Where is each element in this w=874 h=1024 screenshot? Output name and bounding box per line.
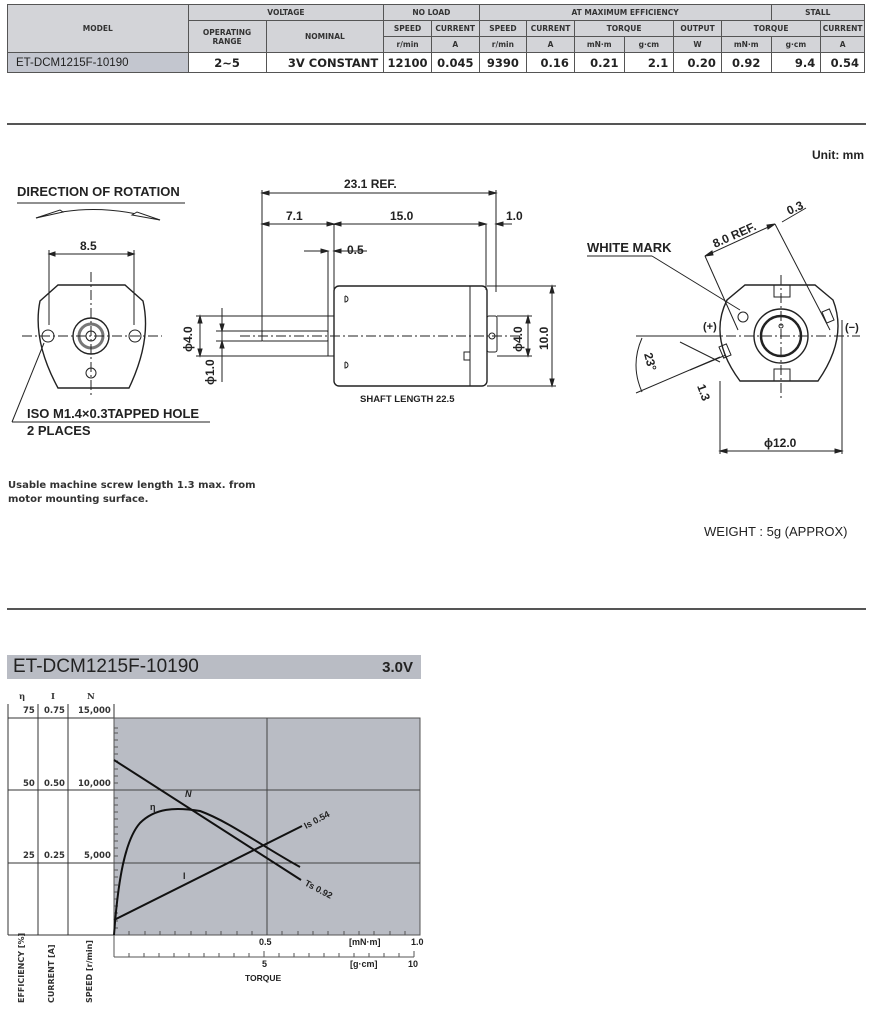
unit-label: Unit: mm [812, 148, 864, 162]
svg-text:ϕ1.0: ϕ1.0 [203, 359, 217, 385]
tick: 50 [23, 779, 35, 789]
cell: 0.54 [821, 53, 865, 73]
cell: 9.4 [771, 53, 821, 73]
divider [7, 608, 866, 610]
eff-symbol: η [19, 692, 26, 702]
tick: 75 [23, 706, 35, 716]
unit: A [431, 37, 479, 53]
tick: 15,000 [78, 706, 111, 716]
speed-symbol: N [87, 692, 95, 702]
cell: 2.1 [624, 53, 674, 73]
svg-text:(+): (+) [703, 321, 717, 333]
cell: 0.92 [721, 53, 771, 73]
cell: 0.16 [527, 53, 575, 73]
svg-text:0.3: 0.3 [784, 198, 806, 218]
col-nl-current: CURRENT [431, 21, 479, 37]
screw-note-line: Usable machine screw length 1.3 max. from [8, 480, 256, 491]
col-stall: STALL [771, 5, 864, 21]
svg-text:[g·cm]: [g·cm] [350, 959, 378, 969]
svg-text:[mN·m]: [mN·m] [349, 937, 381, 947]
col-operating-range: OPERATING RANGE [188, 21, 266, 53]
svg-text:N: N [185, 789, 192, 799]
unit: r/min [384, 37, 432, 53]
unit: mN·m [574, 37, 624, 53]
svg-text:(−): (−) [845, 322, 859, 334]
svg-text:15.0: 15.0 [390, 209, 414, 223]
unit: g·cm [624, 37, 674, 53]
unit: g·cm [771, 37, 821, 53]
svg-text:23°: 23° [641, 351, 660, 373]
svg-text:10: 10 [408, 959, 419, 969]
chart-model: ET-DCM1215F-10190 [13, 656, 199, 677]
screw-note [8, 479, 256, 507]
cell: 2~5 [188, 53, 266, 73]
performance-chart [0, 700, 440, 990]
efficiency-axis-label: EFFICIENCY [%] [17, 932, 26, 1003]
screw-note-line: motor mounting surface. [8, 494, 149, 505]
chart-voltage: 3.0V [382, 659, 413, 676]
tapped-places-label: 2 PLACES [27, 423, 91, 438]
cell: 3V CONSTANT [266, 53, 384, 73]
tick: 10,000 [78, 779, 111, 789]
svg-text:ϕ4.0: ϕ4.0 [511, 326, 525, 352]
col-st-torque: TORQUE [721, 21, 820, 37]
svg-text:23.1 REF.: 23.1 REF. [344, 177, 397, 191]
svg-text:η: η [150, 802, 156, 812]
chart-header [7, 655, 421, 679]
tick: 0.75 [44, 706, 65, 716]
cell: 0.045 [431, 53, 479, 73]
current-axis-label: CURRENT [A] [47, 944, 56, 1003]
unit: mN·m [721, 37, 771, 53]
col-me-output: OUTPUT [674, 21, 722, 37]
col-nominal: NOMINAL [266, 21, 384, 53]
svg-text:Ts 0.92: Ts 0.92 [303, 877, 335, 901]
tick: 0.50 [44, 779, 65, 789]
svg-text:1.0: 1.0 [411, 937, 424, 947]
svg-text:1.0: 1.0 [506, 209, 523, 223]
unit: A [527, 37, 575, 53]
svg-text:TORQUE: TORQUE [245, 973, 282, 983]
cell: 0.20 [674, 53, 722, 73]
col-me-current: CURRENT [527, 21, 575, 37]
unit: r/min [479, 37, 527, 53]
col-max-eff: AT MAXIMUM EFFICIENCY [479, 5, 771, 21]
tick: 5,000 [84, 851, 111, 861]
svg-text:5: 5 [262, 959, 268, 969]
cell: 9390 [479, 53, 527, 73]
speed-axis-label: SPEED [r/min] [85, 940, 94, 1003]
unit: W [674, 37, 722, 53]
col-nl-speed: SPEED [384, 21, 432, 37]
cell: 0.21 [574, 53, 624, 73]
cell: 12100 [384, 53, 432, 73]
table-row [8, 53, 865, 73]
svg-text:I: I [183, 871, 186, 881]
svg-text:8.5: 8.5 [80, 239, 97, 253]
svg-text:0.5: 0.5 [347, 243, 364, 257]
svg-text:SHAFT LENGTH 22.5: SHAFT LENGTH 22.5 [360, 394, 455, 405]
tick: 25 [23, 851, 35, 861]
svg-text:ϕ4.0: ϕ4.0 [181, 326, 195, 352]
col-me-speed: SPEED [479, 21, 527, 37]
svg-text:Is 0.54: Is 0.54 [302, 809, 332, 831]
white-mark-label: WHITE MARK [587, 240, 672, 255]
svg-text:7.1: 7.1 [286, 209, 303, 223]
col-st-current: CURRENT [821, 21, 865, 37]
unit: A [821, 37, 865, 53]
tick: 0.25 [44, 851, 65, 861]
col-voltage: VOLTAGE [188, 5, 384, 21]
tapped-hole-label: ISO M1.4×0.3TAPPED HOLE [27, 406, 200, 421]
svg-text:ϕ12.0: ϕ12.0 [764, 436, 797, 450]
col-me-torque: TORQUE [574, 21, 673, 37]
weight-label: WEIGHT : 5g (APPROX) [704, 524, 848, 539]
svg-text:1.3: 1.3 [694, 382, 714, 403]
direction-label: DIRECTION OF ROTATION [17, 184, 180, 199]
svg-text:8.0 REF.: 8.0 REF. [710, 219, 759, 251]
current-symbol: I [51, 692, 55, 702]
model-cell: ET-DCM1215F-10190 [8, 53, 189, 73]
spec-table [7, 4, 865, 73]
svg-text:10.0: 10.0 [537, 326, 551, 350]
divider [7, 123, 866, 125]
svg-text:0.5: 0.5 [259, 937, 272, 947]
col-model: MODEL [8, 5, 189, 53]
col-no-load: NO LOAD [384, 5, 479, 21]
